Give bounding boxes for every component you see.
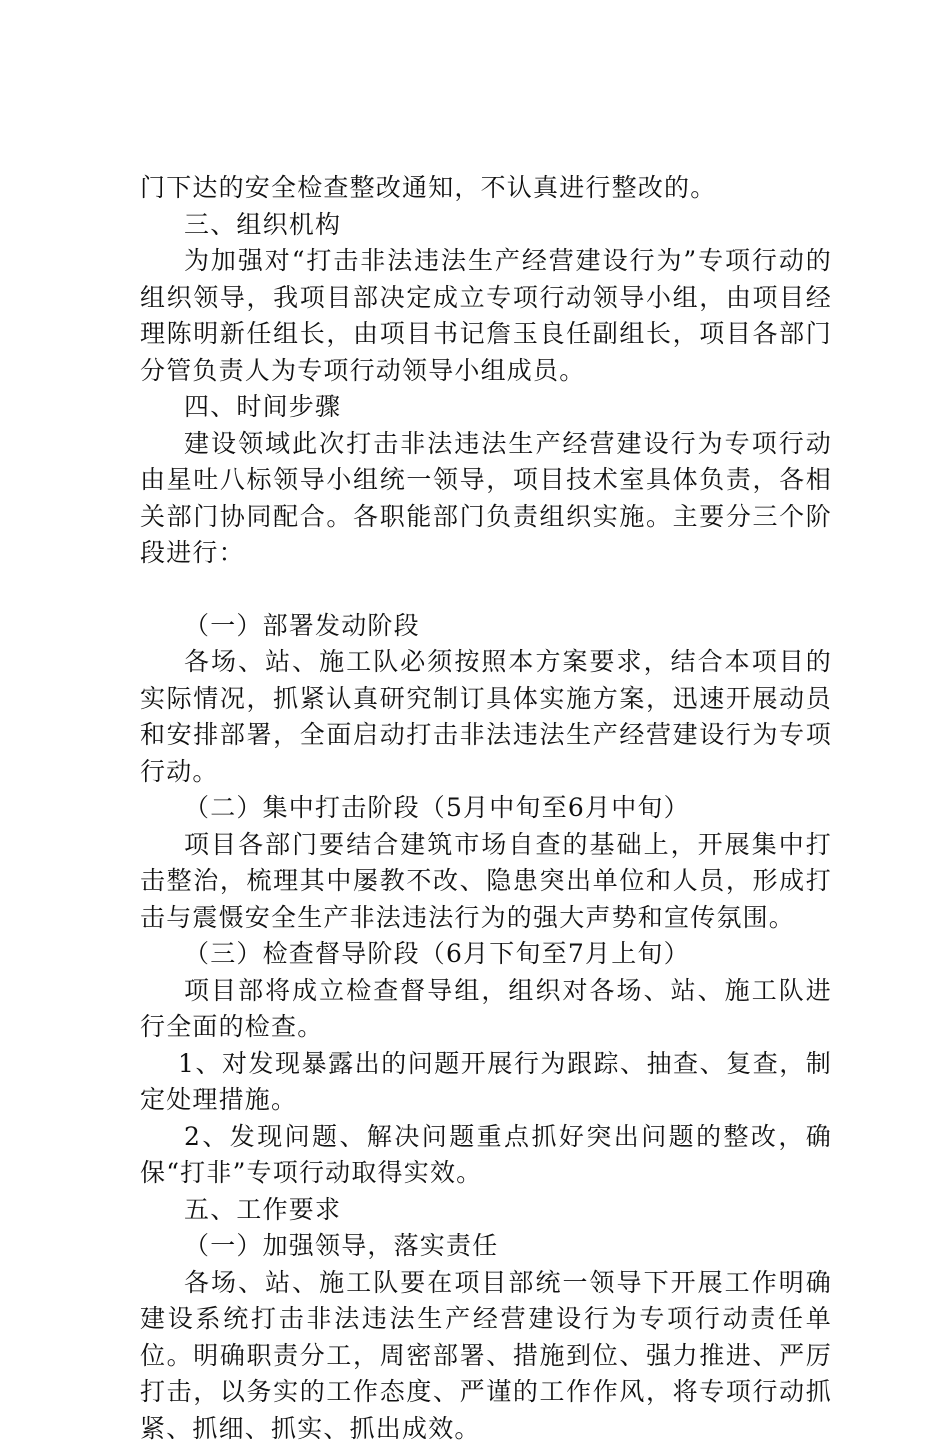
list-item-1: 1、对发现暴露出的问题开展行为跟踪、抽查、复查，制定处理措施。 xyxy=(140,1046,832,1119)
subheading-concentrated-strike: （二）集中打击阶段（5月中旬至6月中旬） xyxy=(140,790,832,827)
section-heading-schedule: 四、时间步骤 xyxy=(140,389,832,426)
paragraph-continuation: 门下达的安全检查整改通知，不认真进行整改的。 xyxy=(140,170,832,207)
section-heading-organization: 三、组织机构 xyxy=(140,207,832,244)
subheading-inspection: （三）检查督导阶段（6月下旬至7月上旬） xyxy=(140,936,832,973)
paragraph-deployment: 各场、站、施工队必须按照本方案要求，结合本项目的实际情况，抓紧认真研究制订具体实施方案，迅速开展动员和安排部署，全面启动打击非法违法生产经营建设行为专项行动。 xyxy=(140,644,832,790)
paragraph-inspection: 项目部将成立检查督导组，组织对各场、站、施工队进行全面的检查。 xyxy=(140,973,832,1046)
document-body xyxy=(140,170,832,1447)
section-heading-requirements: 五、工作要求 xyxy=(140,1192,832,1229)
list-item-2: 2、发现问题、解决问题重点抓好突出问题的整改，确保“打非”专项行动取得实效。 xyxy=(140,1119,832,1192)
paragraph-leadership: 各场、站、施工队要在项目部统一领导下开展工作明确建设系统打击非法违法生产经营建设行为专项行动责任单位。明确职责分工，周密部署、措施到位、强力推进、严厉打击，以务实的工作态度、严谨的工作作风，将专项行动抓紧、抓细、抓实、抓出成效。 xyxy=(140,1265,832,1447)
paragraph-schedule: 建设领域此次打击非法违法生产经营建设行为专项行动由星吐八标领导小组统一领导，项目技术室具体负责，各相关部门协同配合。各职能部门负责组织实施。主要分三个阶段进行： xyxy=(140,426,832,572)
paragraph-organization: 为加强对“打击非法违法生产经营建设行为”专项行动的组织领导，我项目部决定成立专项行动领导小组，由项目经理陈明新任组长，由项目书记詹玉良任副组长，项目各部门分管负责人为专项行动领导小组成员。 xyxy=(140,243,832,389)
subheading-deployment: （一）部署发动阶段 xyxy=(140,608,832,645)
paragraph-concentrated-strike: 项目各部门要结合建筑市场自查的基础上，开展集中打击整治，梳理其中屡教不改、隐患突出单位和人员，形成打击与震慑安全生产非法违法行为的强大声势和宣传氛围。 xyxy=(140,827,832,937)
subheading-leadership: （一）加强领导，落实责任 xyxy=(140,1228,832,1265)
